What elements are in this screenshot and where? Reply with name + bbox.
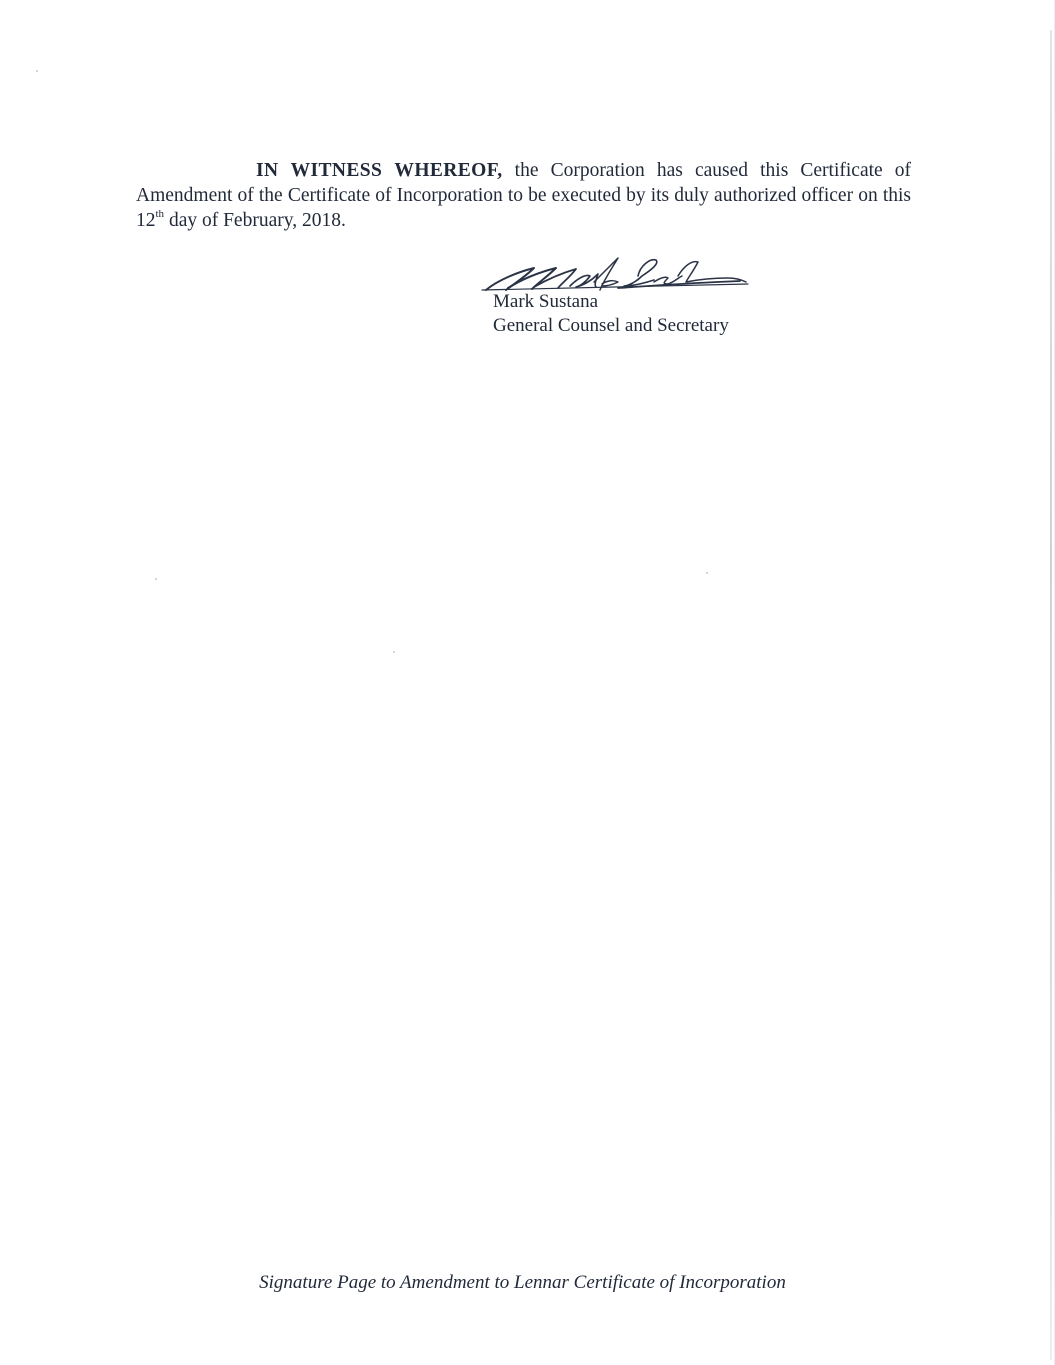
scan-speck [393, 651, 395, 653]
scan-speck [706, 572, 708, 574]
signer-title: General Counsel and Secretary [493, 315, 729, 336]
signature-block [478, 252, 778, 342]
paragraph-text: the Corporation has caused this Certificate of Amendment of the Certificate of Incorporation to be executed by its duly authorized officer on this 12 [136, 160, 912, 231]
scan-speck [36, 70, 38, 72]
paragraph-date-text: day of February, 2018. [164, 210, 346, 231]
scan-edge-line [1050, 30, 1052, 1360]
signer-name: Mark Sustana [493, 291, 599, 312]
page-footer: Signature Page to Amendment to Lennar Certificate of Incorporation [259, 1272, 786, 1293]
ordinal-suffix: th [155, 207, 165, 220]
scan-speck [155, 578, 157, 580]
witness-paragraph [136, 158, 911, 233]
witness-heading: IN WITNESS WHEREOF, [256, 160, 503, 181]
